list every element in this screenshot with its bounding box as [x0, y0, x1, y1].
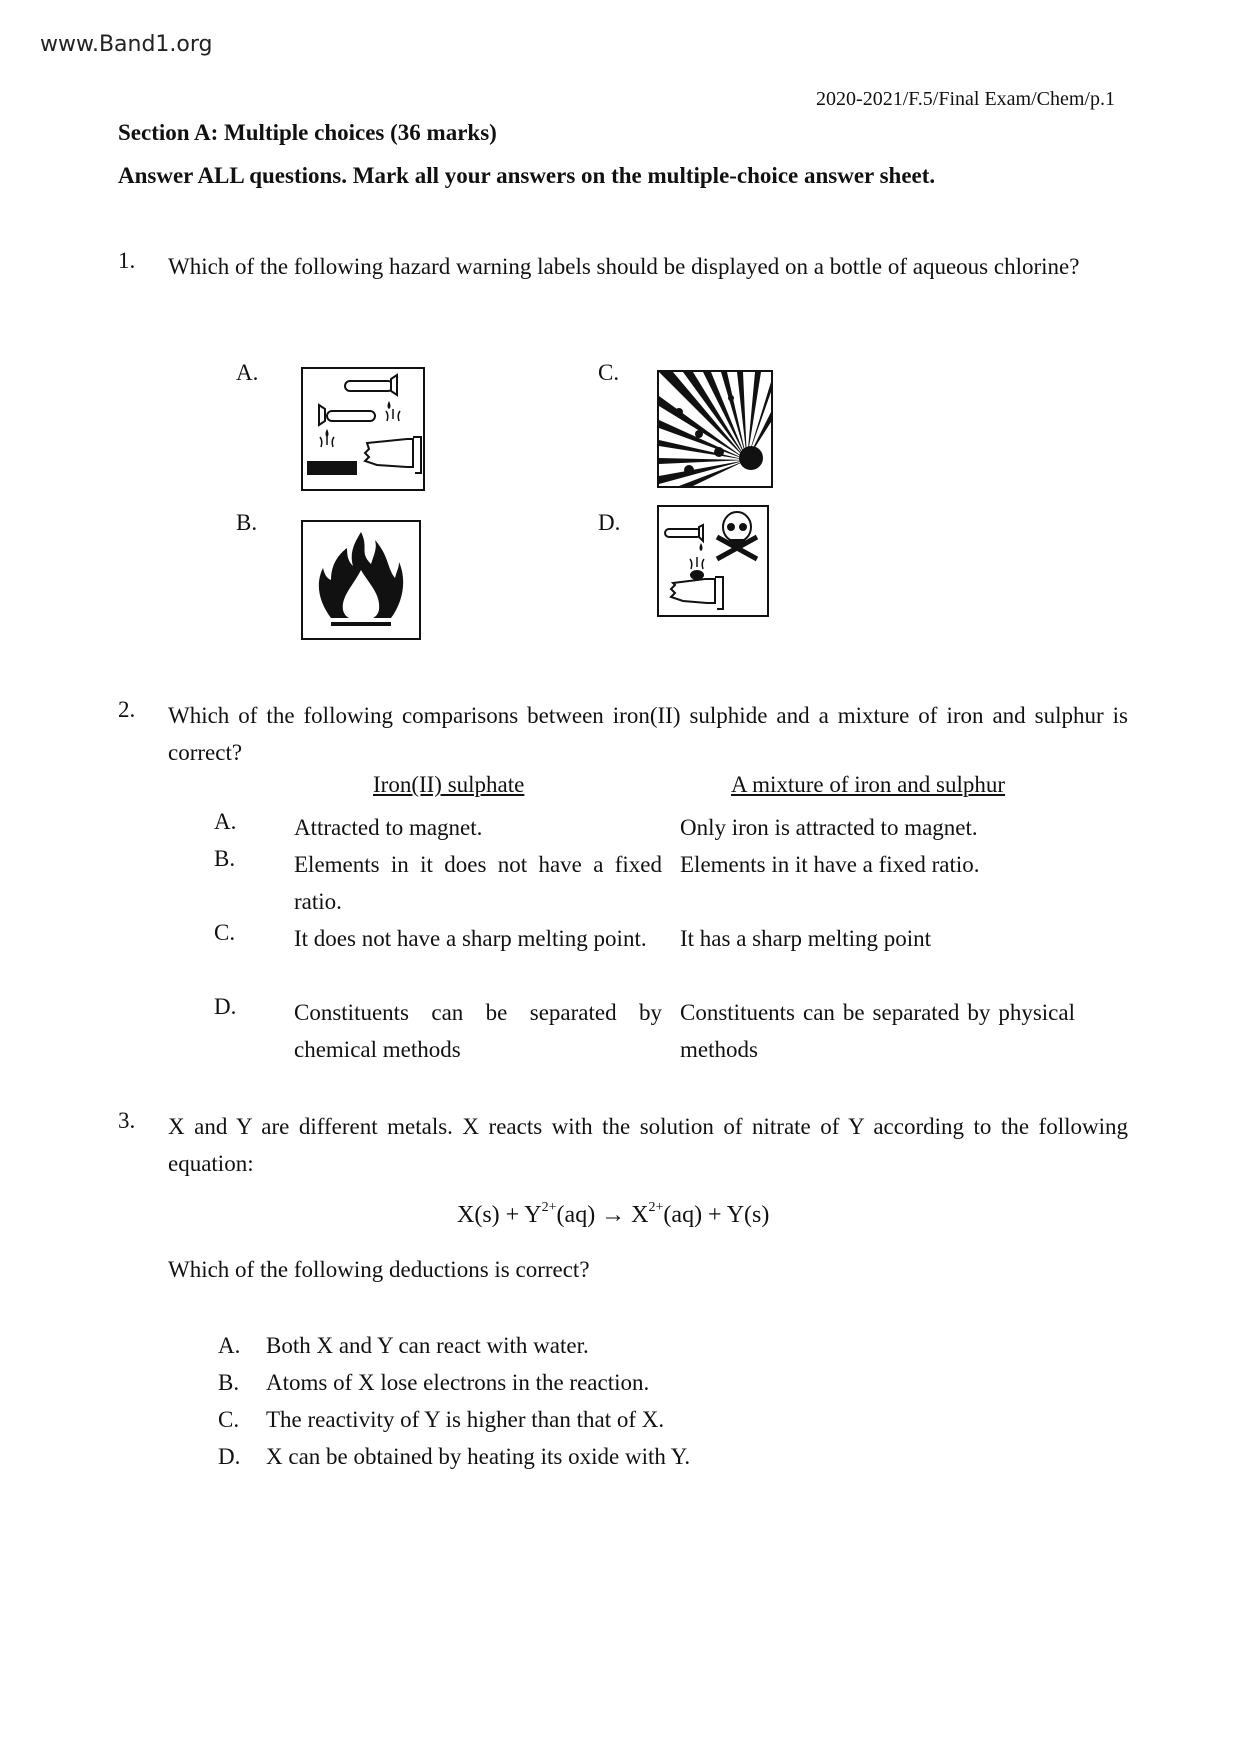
question-number: 1.: [118, 248, 136, 273]
col2-cell: Only iron is attracted to magnet.: [680, 815, 978, 840]
equation-superscript: 2+: [541, 1200, 557, 1215]
section-instructions: Answer ALL questions. Mark all your answers on the multiple-choice answer sheet.: [118, 163, 936, 188]
col1-cell: Constituents can be separated by chemical methods: [294, 1000, 662, 1062]
option-letter: C.: [214, 920, 236, 945]
equation-part: (aq) → X: [556, 1202, 649, 1228]
question-prompt: Which of the following deductions is correct?: [168, 1257, 590, 1282]
flammable-icon: [301, 520, 421, 640]
option-letter: A.: [218, 1333, 241, 1358]
option-letter: A.: [214, 809, 237, 834]
equation-part: X(s) + Y: [457, 1202, 542, 1228]
explosive-icon: [657, 370, 773, 488]
option-letter: D.: [218, 1444, 241, 1469]
option-letter: B.: [218, 1370, 240, 1395]
question-number: 3.: [118, 1108, 136, 1133]
option-text: Atoms of X lose electrons in the reaction.: [266, 1370, 650, 1395]
chemical-equation: [457, 1202, 769, 1229]
option-letter: C.: [598, 360, 620, 385]
option-letter: D.: [598, 510, 621, 535]
watermark: www.Band1.org: [40, 32, 213, 57]
col1-cell: Attracted to magnet.: [294, 815, 483, 840]
question-number: 2.: [118, 697, 136, 722]
col1-cell: It does not have a sharp melting point.: [294, 926, 647, 951]
column-header: Iron(II) sulphate: [373, 772, 525, 797]
page-reference: 2020-2021/F.5/Final Exam/Chem/p.1: [816, 88, 1115, 110]
option-letter: C.: [218, 1407, 240, 1432]
col1-cell: Elements in it does not have a fixed ratio.: [294, 852, 662, 914]
toxic-corrosive-icon: [657, 505, 769, 617]
option-letter: B.: [214, 846, 236, 871]
corrosive-icon: [301, 367, 425, 491]
question-text: Which of the following comparisons between iron(II) sulphide and a mixture of iron and sulphur is correct?: [168, 703, 1128, 765]
col2-cell: Constituents can be separated by physical methods: [680, 1000, 1075, 1062]
equation-part: (aq) + Y(s): [663, 1202, 770, 1228]
option-letter: A.: [236, 360, 259, 385]
comparison-table: [118, 772, 1128, 1072]
option-text: The reactivity of Y is higher than that of X.: [266, 1407, 665, 1432]
col2-cell: Elements in it have a fixed ratio.: [680, 852, 980, 877]
option-text: Both X and Y can react with water.: [266, 1333, 589, 1358]
equation-superscript: 2+: [648, 1200, 664, 1215]
option-text: X can be obtained by heating its oxide with Y.: [266, 1444, 691, 1469]
question-text: X and Y are different metals. X reacts with the solution of nitrate of Y according to the following equation:: [168, 1114, 1128, 1176]
question-text: Which of the following hazard warning labels should be displayed on a bottle of aqueous chlorine?: [168, 254, 1080, 279]
option-letter: D.: [214, 994, 237, 1019]
option-letter: B.: [236, 510, 258, 535]
section-title: Section A: Multiple choices (36 marks): [118, 120, 497, 145]
col2-cell: It has a sharp melting point: [680, 926, 932, 951]
column-header: A mixture of iron and sulphur: [731, 772, 1006, 797]
